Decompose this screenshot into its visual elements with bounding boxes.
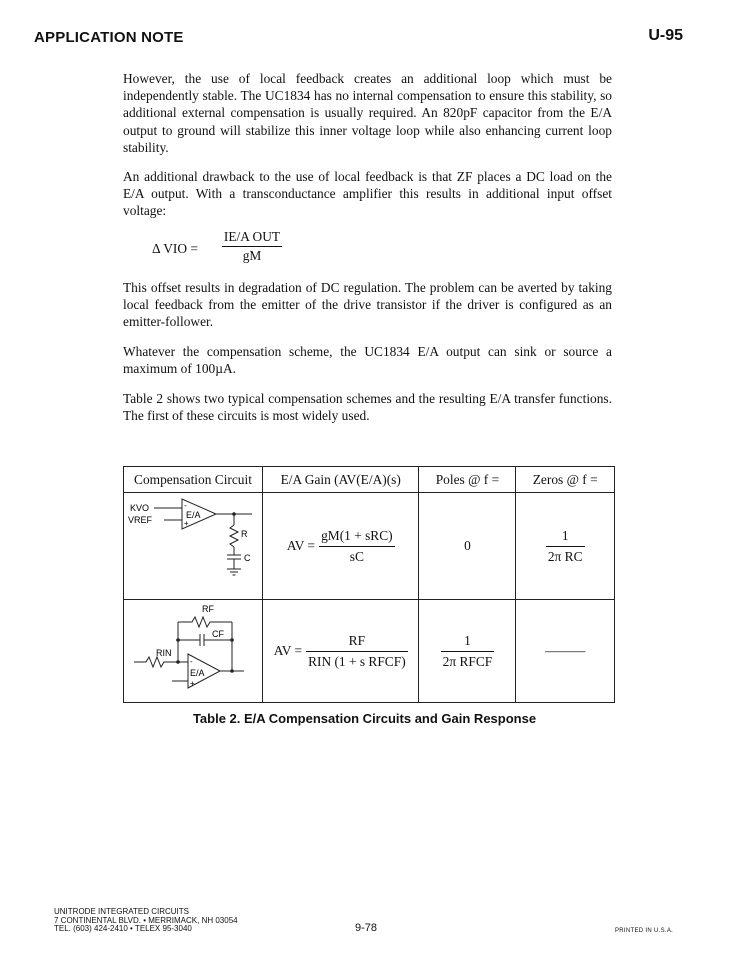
gain-denominator: RIN (1 + s RFCF) <box>308 653 406 669</box>
gain-lhs: AV = <box>286 538 316 553</box>
plus-label: + <box>190 679 195 688</box>
circuit-2-schematic <box>124 600 262 698</box>
poles-denominator: 2π RFCF <box>442 653 493 669</box>
page-header-right: U-95 <box>648 27 683 44</box>
circuit-1-schematic <box>124 493 262 595</box>
gain-cell <box>263 600 419 703</box>
paragraph: However, the use of local feedback creates an additional loop which must be independently stable. The UC1834 has no internal compensation to ensure this stability, so additional external compensation is usually required. An 820pF capacitor from the E/A output to ground will stabilize this inner voltage loop while also enhancing current loop stability. <box>123 71 612 155</box>
rin-label: RIN <box>156 648 172 658</box>
table-row <box>124 600 615 703</box>
paragraph: An additional drawback to the use of local feedback is that ZF places a DC load on the E/A output. With a transconductance amplifier this results in additional input offset voltage: <box>123 169 612 219</box>
gain-lhs: AV = <box>273 643 303 658</box>
vref-label: VREF <box>128 515 153 525</box>
minus-label: - <box>184 501 187 510</box>
cf-label: CF <box>212 629 224 639</box>
equation-numerator: IE/A OUT <box>222 229 282 247</box>
gain-numerator: RF <box>306 633 408 652</box>
plus-label: + <box>184 519 189 528</box>
footer-line: TEL. (603) 424-2410 • TELEX 95-3040 <box>54 924 192 933</box>
gain-cell <box>263 493 419 600</box>
zeros-value: ——— <box>545 643 586 658</box>
page-number: 9-78 <box>355 922 378 934</box>
poles-numerator: 1 <box>441 633 495 652</box>
paragraph: Table 2 shows two typical compensation schemes and the resulting E/A transfer functions. The first of these circuits is most widely used. <box>123 391 612 424</box>
page-header-left: APPLICATION NOTE <box>34 29 184 46</box>
ea-label: E/A <box>190 668 205 678</box>
table-header: Compensation Circuit <box>124 467 263 493</box>
footer-line: 7 CONTINENTAL BLVD. • MERRIMACK, NH 03054 <box>54 915 238 925</box>
paragraph: Whatever the compensation scheme, the UC1834 E/A output can sink or source a maximum of 100µA. <box>123 344 612 377</box>
rf-resistor-symbol <box>178 617 232 627</box>
compensation-table <box>123 466 615 703</box>
minus-label: - <box>190 657 193 666</box>
equation-lhs: Δ VIO = <box>152 241 198 256</box>
c-label: C <box>244 553 251 563</box>
zeros-cell <box>516 493 615 600</box>
printed-in: PRINTED IN U.S.A. <box>615 928 674 934</box>
zeros-cell <box>516 600 615 703</box>
paragraph: This offset results in degradation of DC regulation. The problem can be averted by taking local feedback from the emitter of the drive transistor if the driver is configured as an emitter-follower. <box>123 280 612 330</box>
circuit-1-cell <box>124 493 263 600</box>
table-header: E/A Gain (AV(E/A)(s) <box>263 467 419 493</box>
footer-company <box>54 908 238 934</box>
poles-cell <box>419 600 516 703</box>
table-header: Zeros @ f = <box>516 467 615 493</box>
footer-line: UNITRODE INTEGRATED CIRCUITS <box>54 907 189 916</box>
ea-label: E/A <box>186 510 201 520</box>
gain-denominator: sC <box>349 548 364 564</box>
kvo-label: KVO <box>130 503 150 513</box>
circuit-2-cell <box>124 600 263 703</box>
poles-cell <box>419 493 516 600</box>
zeros-denominator: 2π RC <box>547 548 583 564</box>
rin-resistor-symbol <box>134 657 178 667</box>
r-label: R <box>241 529 248 539</box>
rf-label: RF <box>202 604 214 614</box>
poles-value: 0 <box>464 538 471 553</box>
table-row <box>124 493 615 600</box>
table-caption: Table 2. E/A Compensation Circuits and Gain Response <box>192 711 537 726</box>
zeros-numerator: 1 <box>546 528 585 547</box>
resistor-symbol <box>230 525 238 547</box>
gain-numerator: gM(1 + sRC) <box>319 528 395 547</box>
table-header: Poles @ f = <box>419 467 516 493</box>
equation-denominator: gM <box>242 248 262 263</box>
